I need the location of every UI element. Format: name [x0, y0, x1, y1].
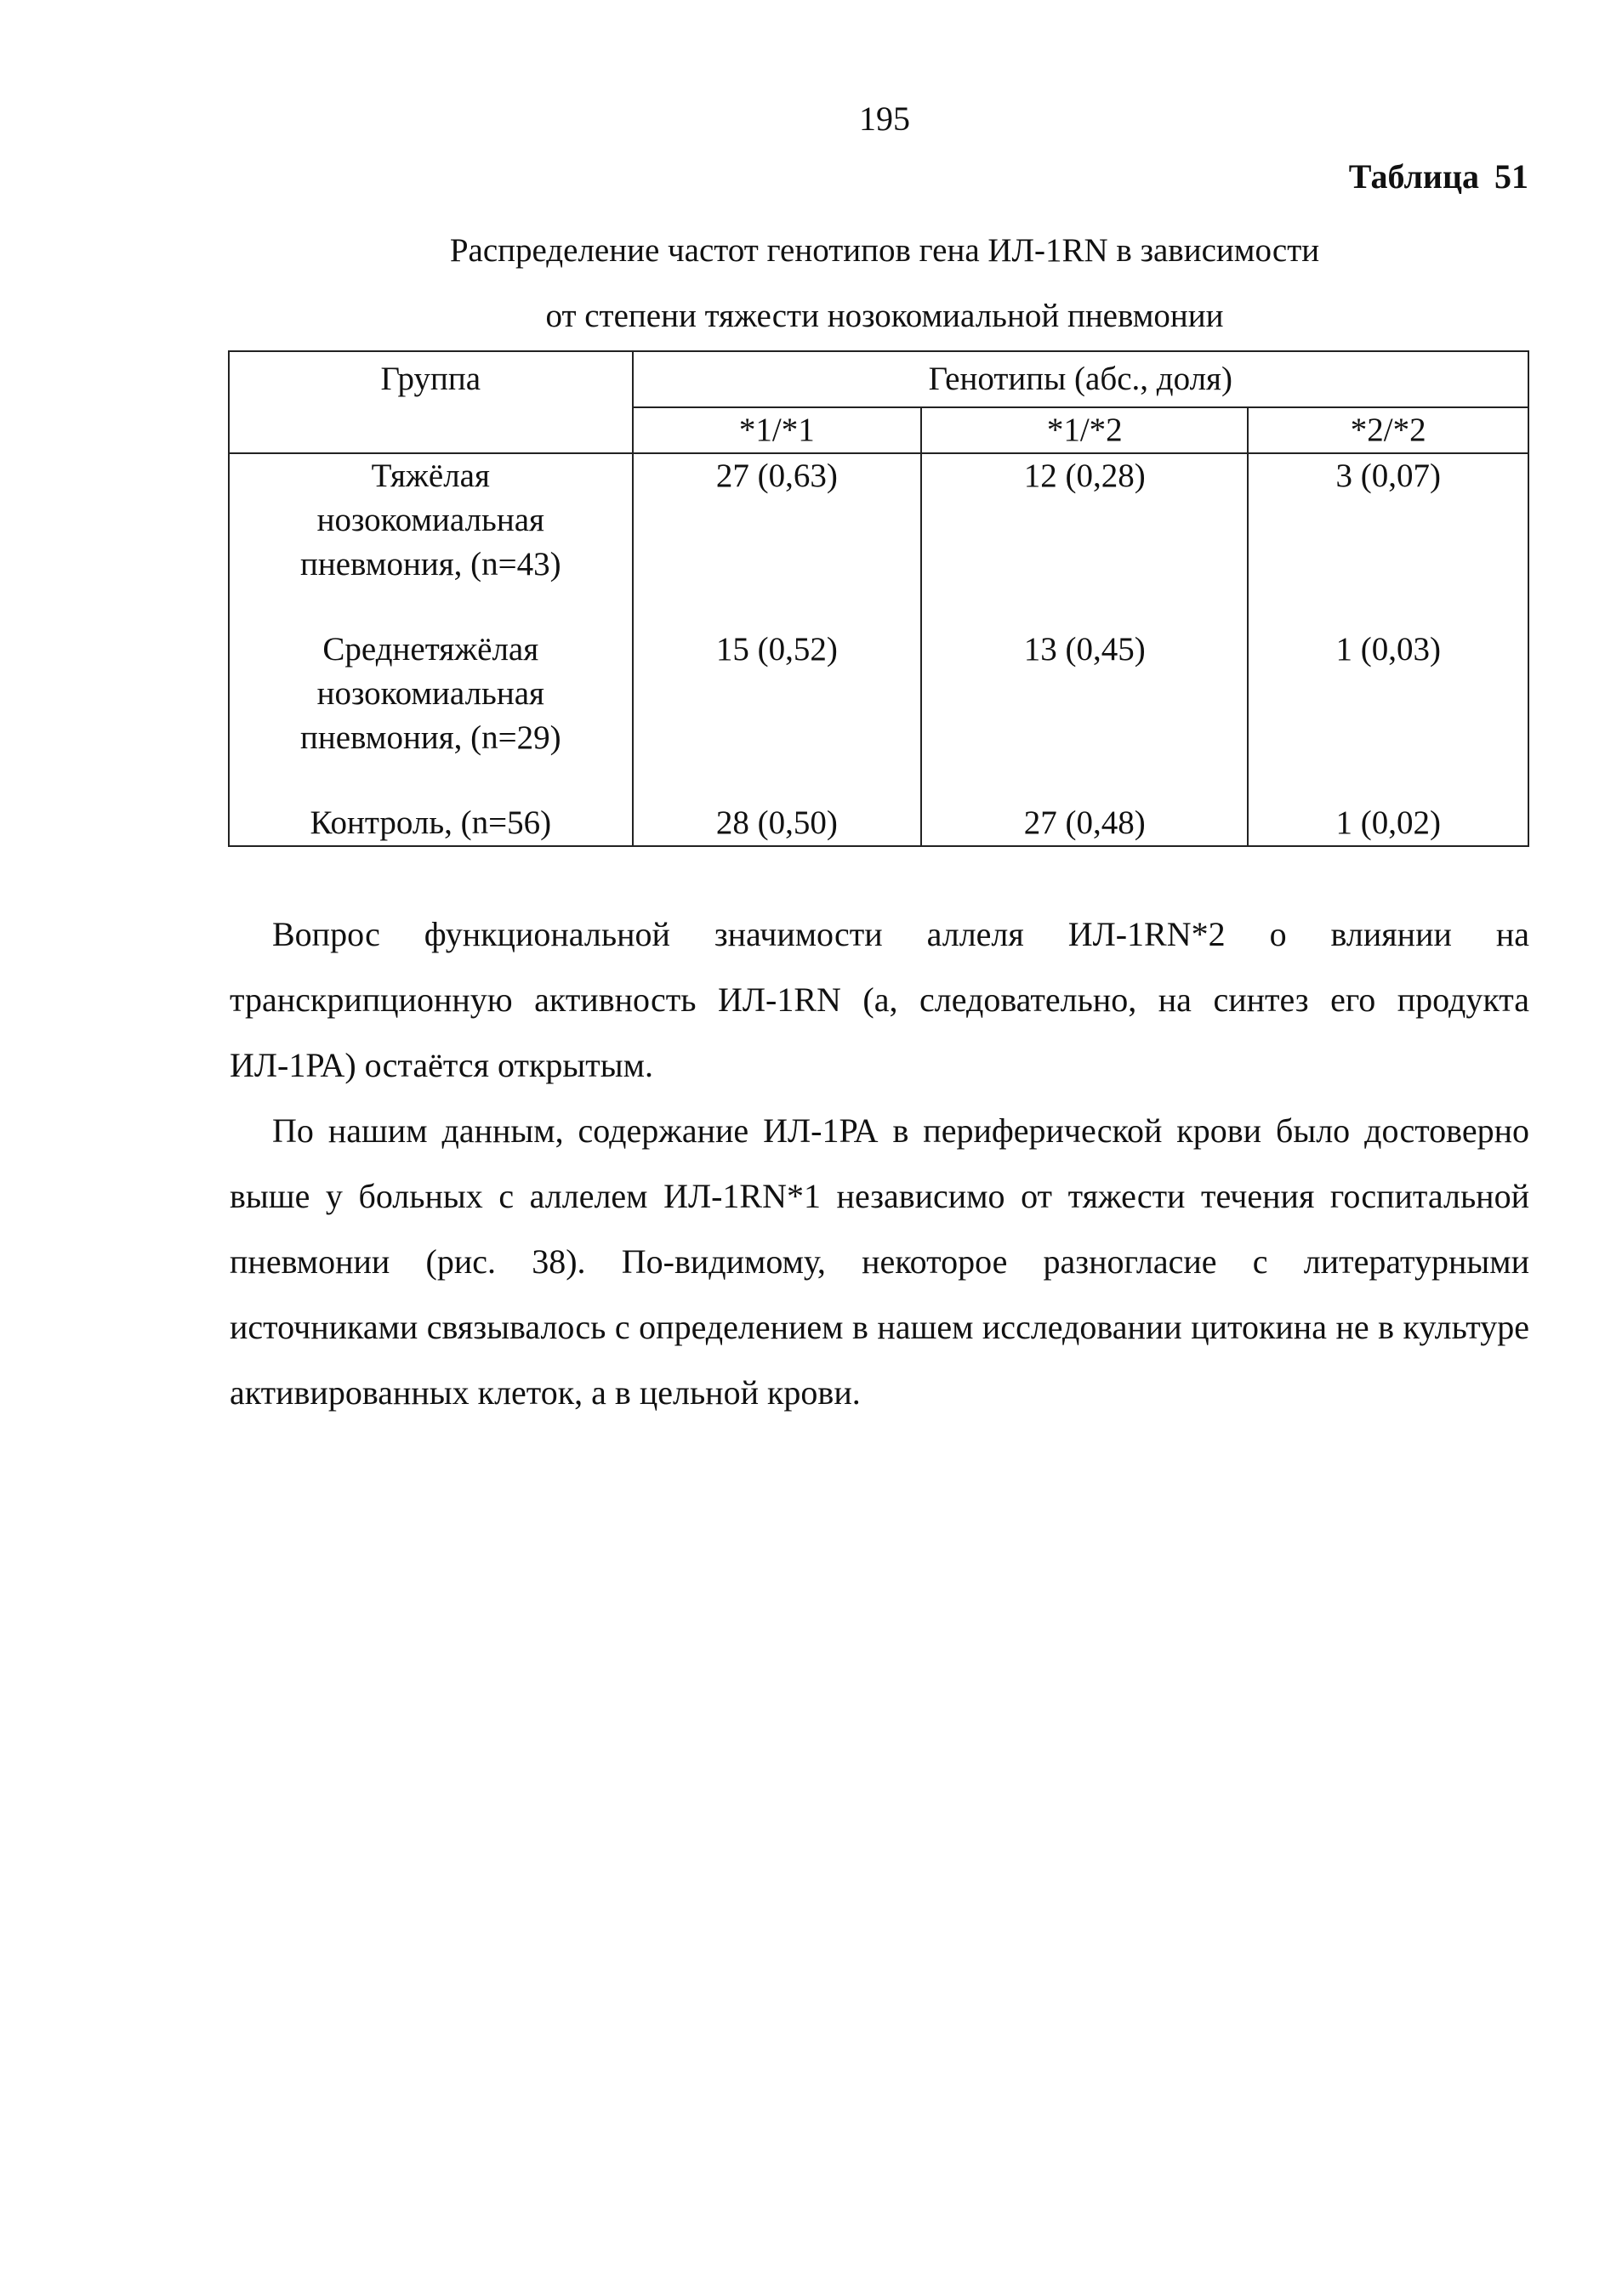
genotype-header-1-1: *1/*1 [633, 407, 921, 453]
paragraph: По нашим данным, содержание ИЛ-1РА в периферической крови было достоверно выше у больных с аллелем ИЛ-1RN*1 независимо от тяжести течения госпитальной пневмонии (рис. 38). По-видимому, некоторое разногласие с литературными источниками связывалось с определением в нашем исследовании цитокина не в культуре активированных клеток, а в цельной крови. [230, 1111, 1529, 1412]
value-cell: 15 (0,52) [633, 628, 921, 801]
value-cell: 12 (0,28) [921, 453, 1248, 628]
value-cell: 13 (0,45) [921, 628, 1248, 801]
group-cell [229, 453, 633, 628]
table-label: Таблица 51 [1348, 157, 1528, 196]
value-cell: 28 (0,50) [633, 801, 921, 846]
group-label-line: Контроль, (n=56) [310, 804, 552, 841]
table-row [229, 801, 1528, 846]
table-caption [0, 218, 1622, 349]
value-cell: 1 (0,02) [1248, 801, 1528, 846]
value-cell: 27 (0,48) [921, 801, 1248, 846]
genotype-header-2-2: *2/*2 [1248, 407, 1528, 453]
table-row [229, 453, 1528, 628]
group-label-line: Тяжёлая [371, 457, 490, 494]
table-row [229, 628, 1528, 801]
table-caption-line-1: Распределение частот генотипов гена ИЛ-1RN в зависимости [449, 232, 1320, 269]
genotype-frequency-table [228, 350, 1529, 847]
value-cell: 1 (0,03) [1248, 628, 1528, 801]
group-cell [229, 628, 633, 801]
group-label-line: пневмония, (n=43) [299, 546, 561, 583]
table-caption-line-2: от степени тяжести нозокомиальной пневмонии [545, 298, 1224, 334]
value-cell: 27 (0,63) [633, 453, 921, 628]
group-label-line: нозокомиальная [316, 502, 544, 538]
genotypes-column-header: Генотипы (абс., доля) [633, 351, 1528, 407]
page-number: 195 [859, 99, 910, 138]
group-label-line: нозокомиальная [316, 675, 544, 712]
genotype-header-1-2: *1/*2 [921, 407, 1248, 453]
group-label-line: Среднетяжёлая [322, 631, 539, 668]
value-cell: 3 (0,07) [1248, 453, 1528, 628]
group-column-header: Группа [229, 351, 633, 453]
paragraph: Вопрос функциональной значимости аллеля ИЛ-1RN*2 о влиянии на транскрипционную активность ИЛ-1RN (а, следовательно, на синтез его продукта ИЛ-1РА) остаётся открытым. [230, 915, 1529, 1084]
group-label-line: пневмония, (n=29) [299, 719, 561, 756]
group-cell [229, 801, 633, 846]
body-text [230, 901, 1529, 1425]
